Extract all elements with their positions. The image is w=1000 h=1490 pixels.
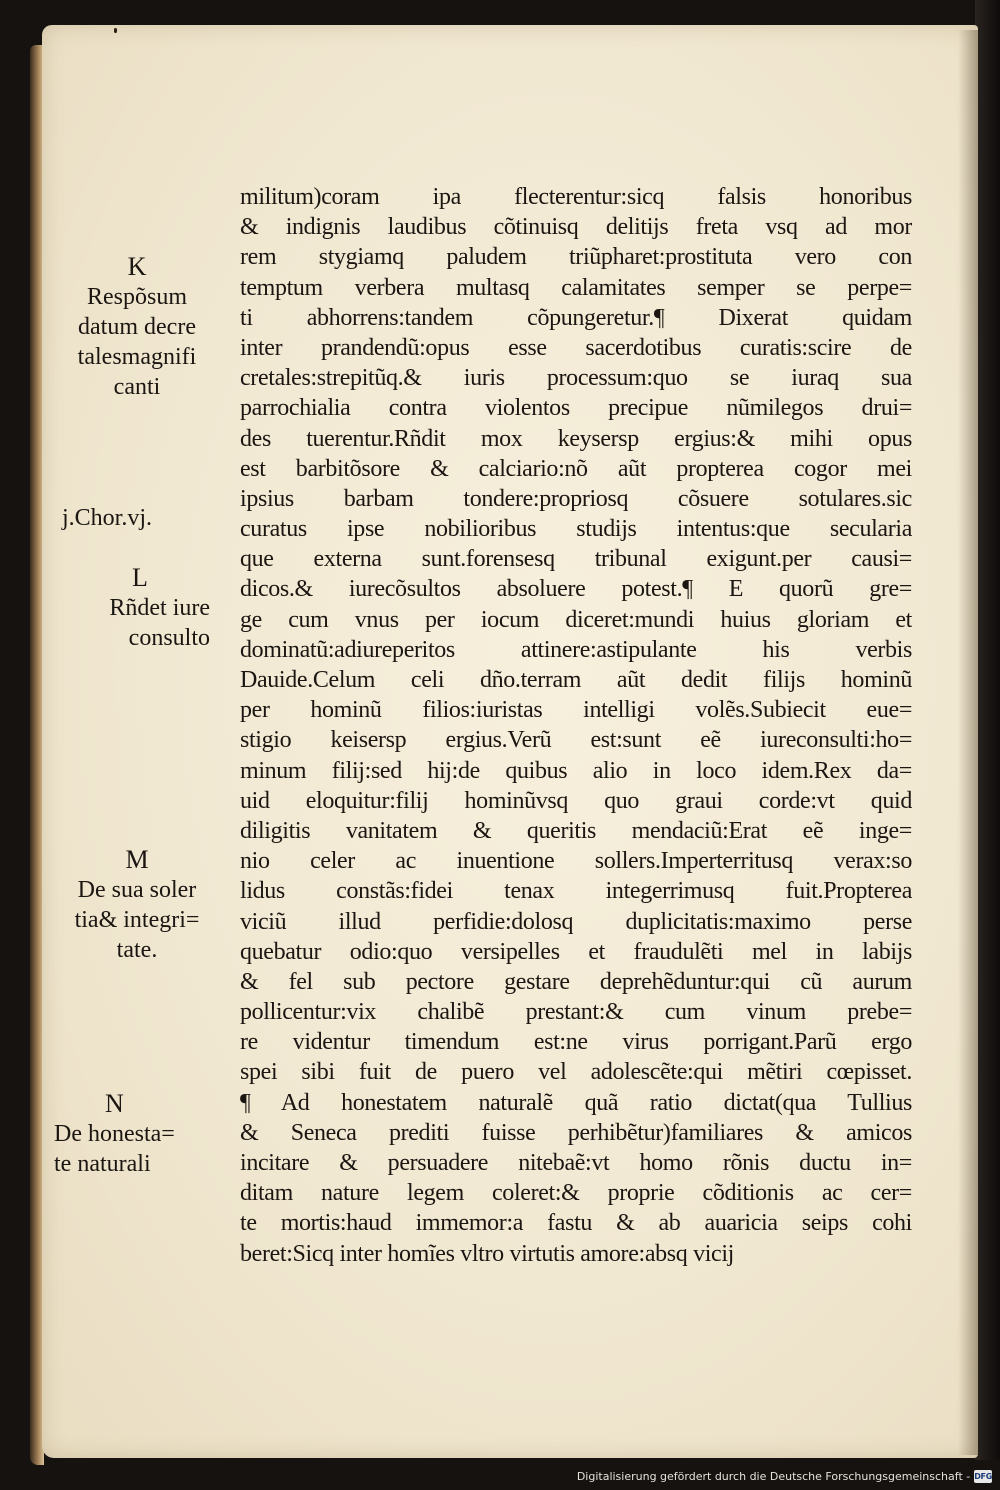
text-line: pollicentur:vix chalibẽ prestant:& cum vinum prebe=: [240, 999, 912, 1026]
text-line: ti abhorrens:tandem cõpungeretur.¶ Dixerat quidam: [240, 304, 912, 331]
marginal-line: te naturali: [54, 1151, 151, 1177]
marginal-line: j.Chor.vj.: [62, 505, 153, 531]
text-line: beret:Sicq inter homĩes vltro virtutis amore:absq vicij: [240, 1240, 734, 1267]
text-line: quebatur odio:quo versipelles et fraudulẽti mel in labijs: [240, 938, 912, 965]
dfg-logo: DFG: [974, 1471, 992, 1481]
marginal-line: canti: [113, 374, 161, 400]
marginal-note-m: [52, 845, 222, 965]
text-line: stigio keisersp ergius.Verũ est:sunt eẽ iureconsulti:ho=: [240, 727, 912, 754]
text-line: per hominũ filios:iuristas intelligi volẽs.Subiecit eue=: [240, 697, 912, 724]
text-line: ditam nature legem coleret:& proprie cõditionis ac cer=: [240, 1180, 912, 1207]
text-line: parrochialia contra violentos precipue nũmilegos drui=: [240, 395, 912, 422]
marginal-line: tate.: [116, 937, 158, 963]
marginal-letter-k: K: [127, 252, 147, 281]
text-line: lidus constãs:fidei tenax integerrimusq fuit.Propterea: [240, 878, 912, 905]
text-line: & indignis laudibus cõtinuisq delitijs freta vsq ad mor: [240, 214, 912, 241]
funding-credit-text: Digitalisierung gefördert durch die Deutsche Forschungsgemeinschaft -: [576, 1469, 971, 1483]
marginal-letter-n: N: [105, 1089, 124, 1118]
text-line: nio celer ac inuentione sollers.Imperterritusq verax:so: [240, 848, 912, 875]
marginal-line: consulto: [128, 625, 210, 651]
marginal-letter-m: M: [125, 845, 149, 874]
marginal-note-k: [52, 252, 222, 402]
marginal-line: datum decre: [78, 314, 196, 340]
text-line: curatus ipse nobilioribus studijs intentus:que secularia: [240, 516, 912, 543]
marginal-line: tia& integri=: [74, 907, 200, 933]
scan-background: [975, 0, 1000, 1460]
text-line: militum)coram ipa flecterentur:sicq falsis honoribus: [240, 184, 912, 210]
text-line: spei sibi fuit de puero vel adolescẽte:qui mẽtiri cœpisset.: [240, 1059, 912, 1086]
marginal-letter-l: L: [132, 563, 148, 592]
text-line: re videntur timendum est:ne virus porrigant.Parũ ergo: [240, 1029, 912, 1056]
marginal-note-n: [50, 1089, 220, 1179]
text-line: rem stygiamq paludem triũpharet:prostituta vero con: [240, 244, 912, 271]
marginal-line: talesmagnifi: [77, 344, 197, 370]
text-line: ge cum vnus per iocum diceret:mundi huius gloriam et: [240, 606, 912, 633]
main-text-block: [240, 182, 912, 1269]
marginal-note-chronicles: [62, 503, 222, 533]
text-line: dominatũ:adiureperitos attinere:astipulante his verbis: [240, 636, 912, 663]
text-line: uid eloquitur:filij hominũvsq quo graui corde:vt quid: [240, 787, 912, 814]
text-line: te mortis:haud immemor:a fastu & ab auaricia seips cohi: [240, 1210, 912, 1237]
text-line: dicos.& iurecõsultos absoluere potest.¶ E quorũ gre=: [240, 576, 912, 603]
text-line: temptum verbera multasq calamitates semper se perpe=: [240, 274, 912, 301]
marginal-line: De sua soler: [77, 877, 197, 903]
text-line: ipsius barbam tondere:propriosq cõsuere sotulares.sic: [240, 485, 912, 512]
text-line: inter prandendũ:opus esse sacerdotibus curatis:scire de: [240, 334, 912, 361]
text-line: incitare & persuadere nitebaẽ:vt homo rõnis ductu in=: [240, 1150, 912, 1176]
text-line: minum filij:sed hij:de quibus alio in loco idem.Rex da=: [240, 757, 912, 784]
text-line: Dauide.Celum celi dño.terram aũt dedit filijs hominũ: [240, 667, 912, 693]
text-line: que externa sunt.forensesq tribunal exigunt.per causi=: [240, 546, 912, 573]
text-line: des tuerentur.Rñdit mox keysersp ergius:& mihi opus: [240, 425, 912, 452]
marginal-line: Respõsum: [86, 284, 187, 310]
page-fold-shadow: [958, 30, 978, 1455]
ink-speck: [114, 28, 117, 33]
marginal-line: Rñdet iure: [109, 595, 210, 621]
text-line: diligitis vanitatem & queritis mendaciũ:Erat eẽ inge=: [240, 817, 912, 844]
marginal-line: De honesta=: [54, 1121, 175, 1147]
text-line: cretales:strepitũq.& iuris processum:quo se iuraq sua: [240, 365, 912, 392]
text-line: est barbitõsore & calciario:nõ aũt propterea cogor mei: [240, 455, 912, 482]
text-line: viciũ illud perfidie:dolosq duplicitatis:maximo perse: [240, 908, 912, 935]
text-line: ¶ Ad honestatem naturalẽ quã ratio dictat(qua Tullius: [240, 1089, 912, 1116]
text-line: & fel sub pectore gestare deprehẽduntur:qui cũ aurum: [240, 968, 912, 995]
marginal-note-l: [60, 563, 220, 653]
text-line: & Seneca prediti fuisse perhibẽtur)familiares & amicos: [240, 1119, 912, 1146]
funding-credit: [576, 1468, 992, 1484]
